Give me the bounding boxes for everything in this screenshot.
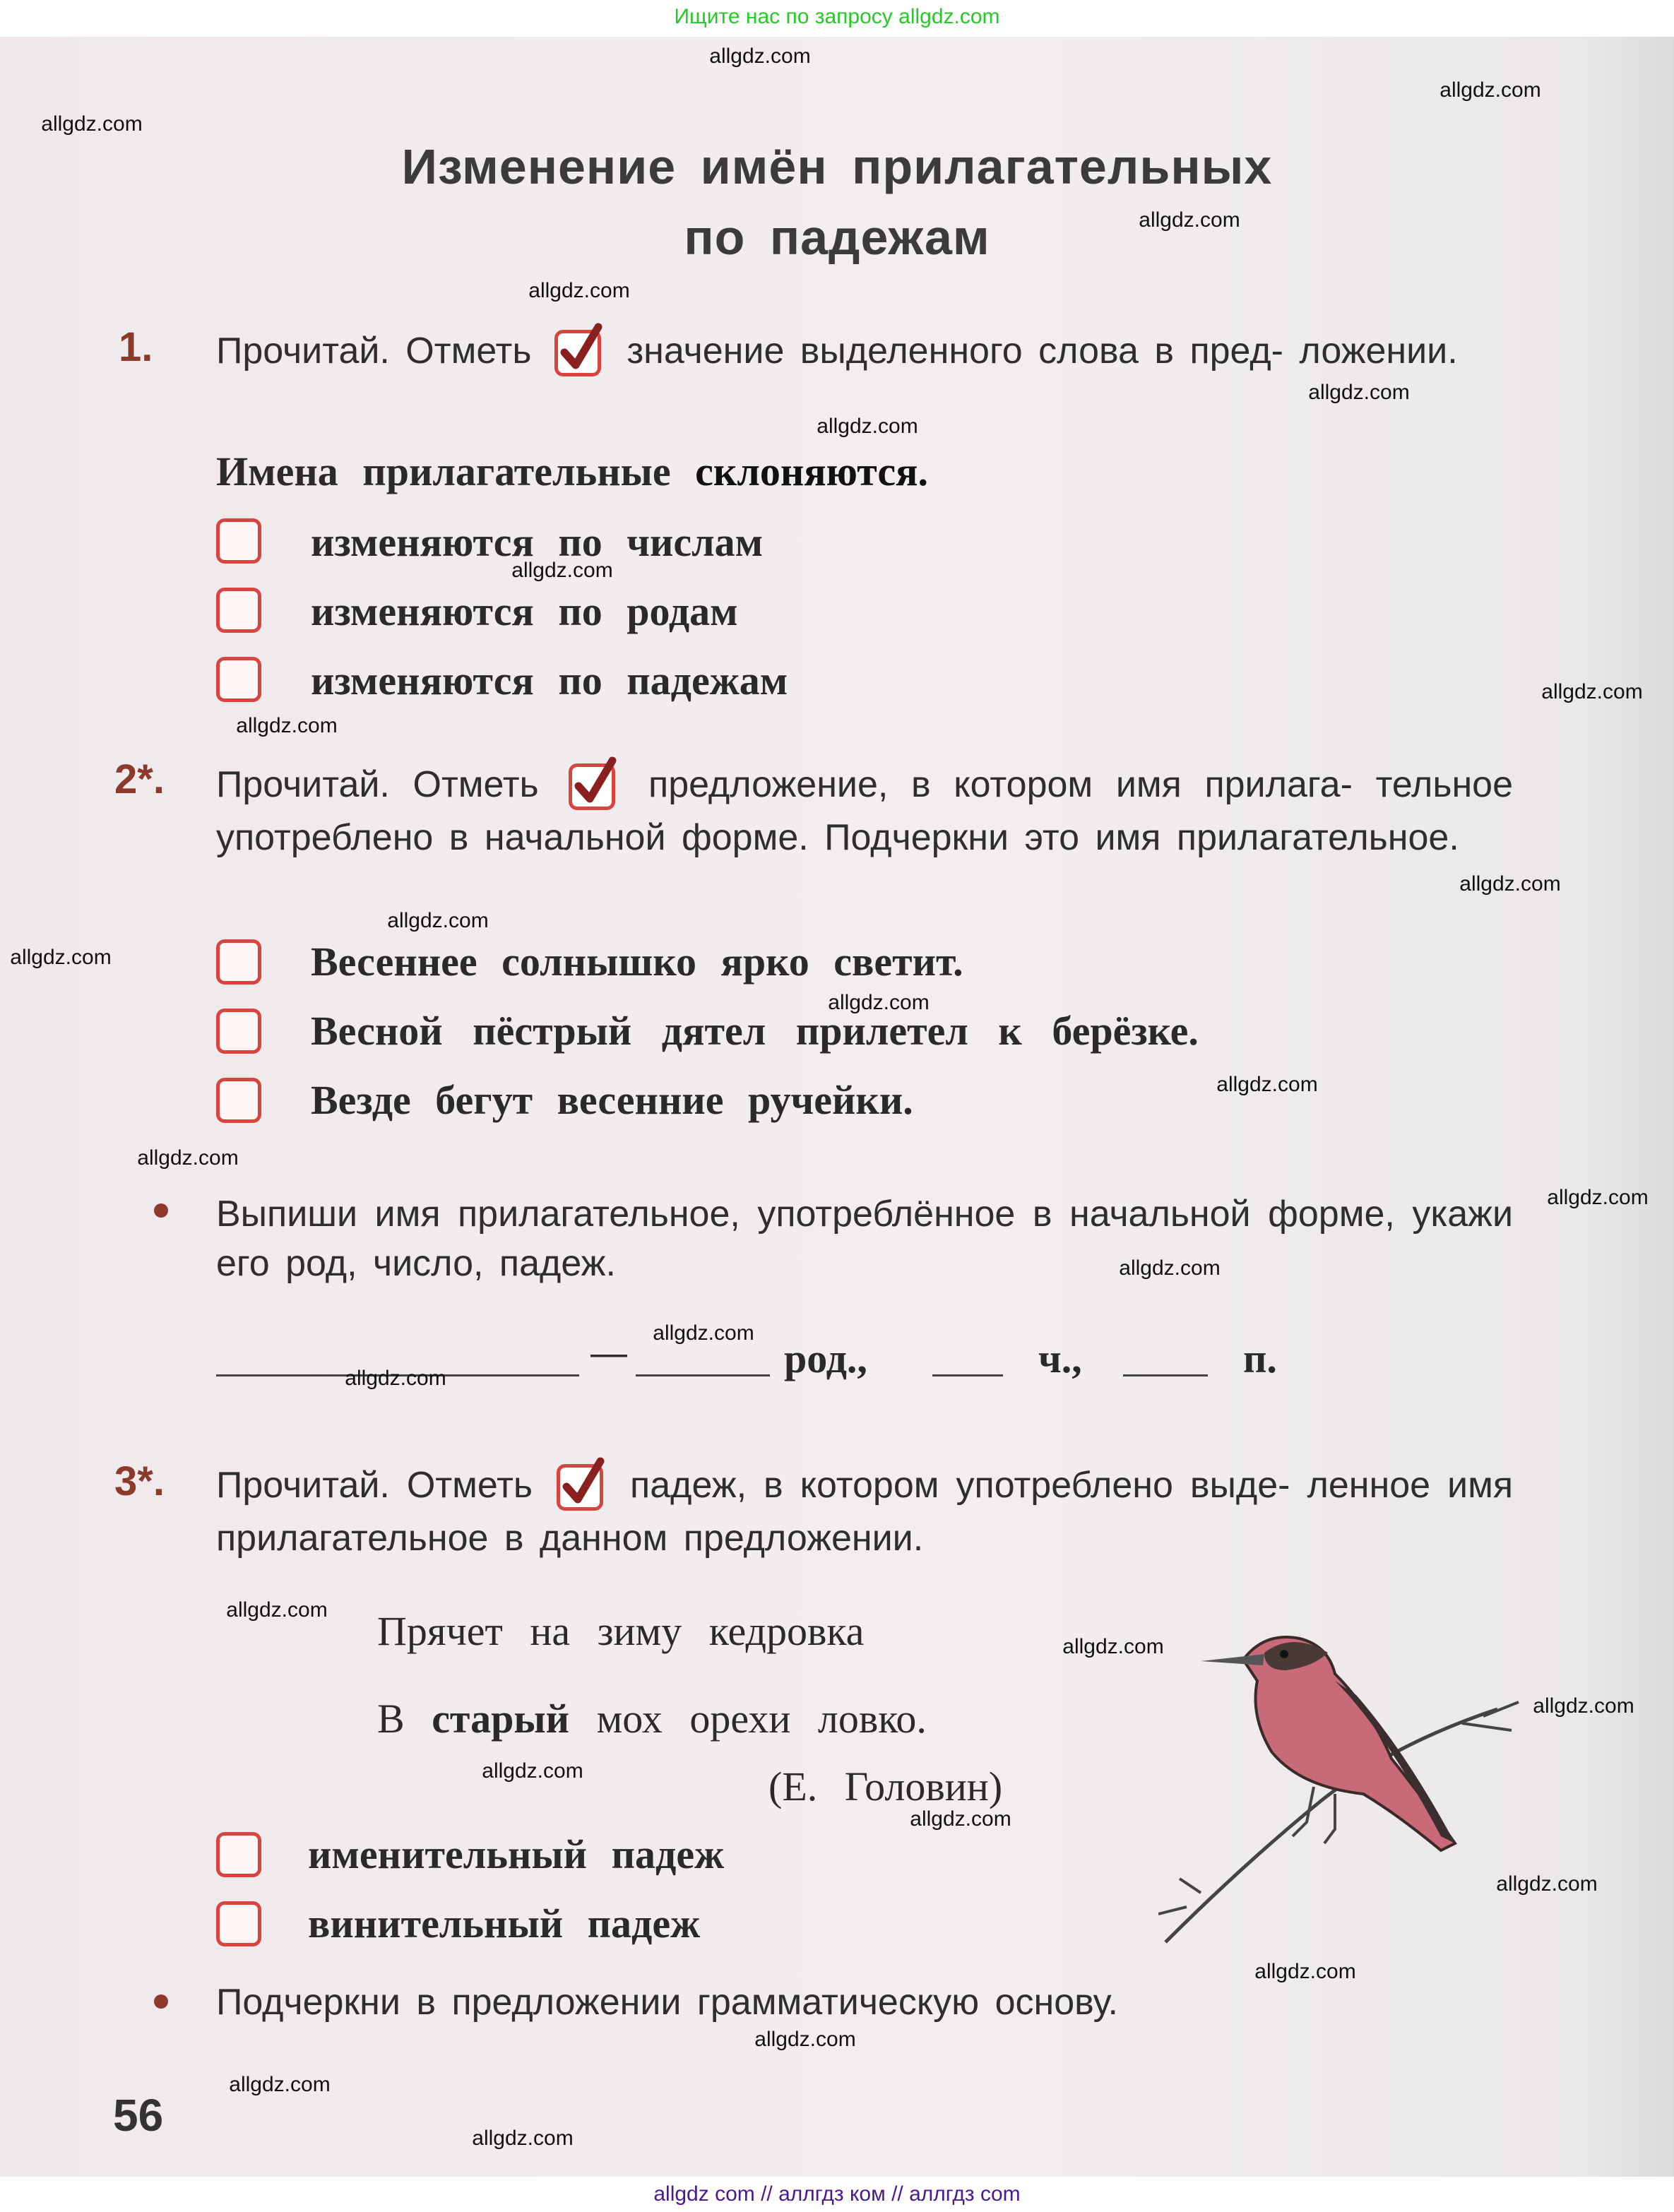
watermark-text: allgdz.com — [1216, 1073, 1318, 1096]
watermark-text: allgdz.com — [1547, 1186, 1649, 1209]
task3-bullet-text: Подчеркни в предложении грамматическую основу. — [216, 1982, 1118, 2023]
answer-line-case[interactable] — [1123, 1374, 1208, 1376]
task2-option: Весной пёстрый дятел прилетел к берёзке. — [311, 1008, 1199, 1054]
watermark-text: allgdz.com — [472, 2127, 574, 2150]
watermark-text: allgdz.com — [387, 909, 489, 932]
task1-sentence-start: Имена прилагательные — [216, 448, 671, 494]
nutcracker-bird-illustration — [1158, 1610, 1526, 1963]
watermark-text: allgdz.com — [226, 1598, 328, 1622]
poem-highlighted-word: старый — [432, 1696, 570, 1742]
bullet-icon — [154, 1994, 168, 2009]
watermark-text: allgdz.com — [137, 1146, 239, 1170]
fill-dash: — — [590, 1333, 627, 1374]
watermark-text: allgdz.com — [1139, 208, 1240, 232]
task2-option: Весеннее солнышко ярко светит. — [311, 939, 963, 985]
task2-option-checkbox[interactable] — [216, 939, 261, 985]
watermark-text: allgdz.com — [482, 1759, 583, 1783]
checkmark-box-icon — [569, 761, 618, 813]
task2-number: 2*. — [114, 756, 165, 802]
watermark-text: allgdz.com — [511, 559, 613, 582]
watermark-text: allgdz.com — [1533, 1694, 1634, 1718]
poem-line2-end: мох орехи ловко. — [596, 1696, 927, 1742]
task3-instruction-start: Прочитай. Отметь — [216, 1465, 533, 1506]
task2-option-checkbox[interactable] — [216, 1009, 261, 1054]
answer-line-number[interactable] — [932, 1374, 1003, 1376]
checkmark-box-icon — [554, 327, 604, 379]
task3-instruction — [216, 1461, 1513, 1563]
watermark-text: allgdz.com — [1119, 1256, 1221, 1280]
watermark-text: allgdz.com — [229, 2073, 331, 2096]
task2-option: Везде бегут весенние ручейки. — [311, 1077, 913, 1123]
task1-option: изменяются по числам — [311, 519, 764, 565]
watermark-text: allgdz.com — [817, 415, 918, 438]
task1-instruction-end: значение выделенного слова в пред- ложении. — [627, 331, 1458, 371]
watermark-text: allgdz.com — [754, 2028, 856, 2051]
task1-option-checkbox[interactable] — [216, 657, 261, 702]
task3-number: 3*. — [114, 1458, 165, 1504]
page-number: 56 — [113, 2090, 164, 2141]
watermark-text: allgdz.com — [910, 1807, 1011, 1831]
top-banner[interactable]: Ищите нас по запросу allgdz.com — [0, 0, 1674, 37]
poem-line2-start: В — [377, 1696, 405, 1742]
task1-instruction-start: Прочитай. Отметь — [216, 331, 532, 371]
task3-option: винительный падеж — [308, 1901, 701, 1946]
fill-number-label: ч., — [1038, 1336, 1082, 1381]
poem-line1: Прячет на зиму кедровка — [377, 1608, 865, 1654]
task1-instruction — [216, 326, 1513, 379]
task1-option-checkbox[interactable] — [216, 518, 261, 564]
watermark-text: allgdz.com — [236, 714, 338, 737]
task1-option: изменяются по падежам — [311, 658, 788, 703]
bullet-icon — [154, 1203, 168, 1218]
watermark-text: allgdz.com — [1541, 680, 1643, 703]
watermark-text: allgdz.com — [345, 1367, 446, 1390]
task1-number: 1. — [119, 324, 153, 370]
watermark-text: allgdz.com — [1308, 381, 1410, 404]
poem-line2 — [377, 1695, 927, 1742]
watermark-text: allgdz.com — [1254, 1960, 1356, 1983]
task3-option: именительный падеж — [308, 1831, 725, 1877]
watermark-text: allgdz.com — [709, 44, 811, 68]
task1-sentence — [216, 448, 928, 495]
watermark-text: allgdz.com — [528, 279, 630, 302]
task2-instruction-end: предложение, в котором имя прилага- тельное употреблено в начальной форме. Подчеркни это имя прилагательное. — [216, 764, 1514, 859]
task2-instruction — [216, 760, 1513, 862]
page-title-line1: Изменение имён прилагательных — [401, 139, 1273, 194]
fill-gender-label: род., — [784, 1336, 867, 1381]
task1-option: изменяются по родам — [311, 588, 738, 634]
task2-option-checkbox[interactable] — [216, 1078, 261, 1123]
task1-option-checkbox[interactable] — [216, 588, 261, 633]
watermark-text: allgdz.com — [653, 1321, 754, 1345]
poem-author: (Е. Головин) — [768, 1764, 1003, 1809]
watermark-text: allgdz.com — [1062, 1635, 1164, 1658]
task3-instruction-end: падеж, в котором употреблено выде- ленное имя прилагательное в данном предложении. — [216, 1465, 1513, 1559]
task3-option-checkbox[interactable] — [216, 1832, 261, 1877]
task3-option-checkbox[interactable] — [216, 1901, 261, 1946]
task1-sentence-bold: склоняются. — [695, 448, 929, 494]
bottom-banner[interactable]: allgdz com // аллгдз ком // аллгдз com — [0, 2177, 1674, 2212]
task2-instruction-start: Прочитай. Отметь — [216, 764, 539, 805]
answer-line-gender[interactable] — [636, 1374, 770, 1376]
watermark-text: allgdz.com — [1439, 78, 1541, 102]
watermark-text: allgdz.com — [828, 991, 930, 1014]
page-title-line2: по падежам — [684, 210, 990, 265]
watermark-text: allgdz.com — [1496, 1872, 1598, 1896]
fill-case-label: п. — [1243, 1336, 1277, 1381]
watermark-text: allgdz.com — [10, 946, 112, 969]
checkmark-box-icon — [557, 1461, 606, 1514]
watermark-text: allgdz.com — [41, 112, 143, 136]
watermark-text: allgdz.com — [1459, 872, 1561, 896]
task2-bullet-text: Выпиши имя прилагательное, употреблённое в начальной форме, укажи его род, число, падеж. — [216, 1194, 1513, 1284]
